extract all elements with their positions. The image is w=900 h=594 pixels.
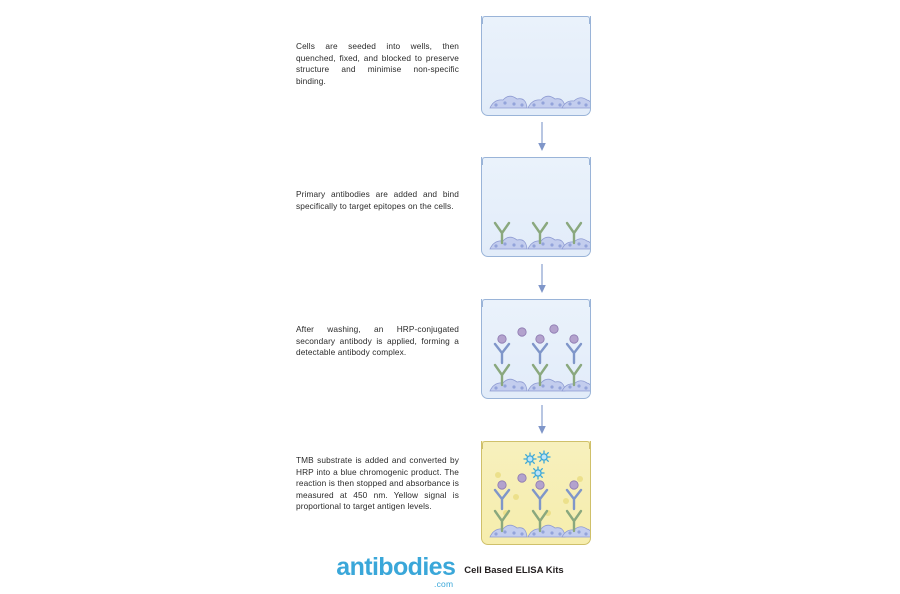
diagram-title: Cell Based ELISA Kits	[464, 565, 564, 576]
well-contents-primary-antibodies	[482, 157, 591, 257]
step-4-well	[481, 441, 591, 545]
logo-wordmark: antibodies	[336, 553, 456, 581]
step-1-well	[481, 16, 591, 116]
footer	[0, 553, 900, 589]
well-contents-tmb-reaction	[482, 441, 591, 545]
arrow-3-4	[536, 405, 548, 435]
step-3-well	[481, 299, 591, 399]
antibodies-logo[interactable]	[336, 553, 456, 589]
well-rim	[482, 299, 590, 307]
well-plate	[481, 157, 591, 257]
well-rim	[482, 16, 590, 24]
step-4-description: TMB substrate is added and converted by HRP into a blue chromogenic product. The reaction is then stopped and absorbance is measured at 450 nm. Yellow signal is proportional to target antigen levels.	[296, 455, 459, 512]
well-rim	[482, 157, 590, 165]
step-3-description: After washing, an HRP-conjugated secondary antibody is applied, forming a detectable antibody complex.	[296, 324, 459, 358]
step-2-well	[481, 157, 591, 257]
well-contents-secondary-antibodies	[482, 299, 591, 399]
arrow-2-3	[536, 264, 548, 294]
well-contents-cells	[482, 16, 591, 116]
step-2-description: Primary antibodies are added and bind specifically to target epitopes on the cells.	[296, 189, 459, 211]
well-plate	[481, 16, 591, 116]
arrow-1-2	[536, 122, 548, 152]
step-1-description: Cells are seeded into wells, then quenched, fixed, and blocked to preserve structure and minimise non-specific binding.	[296, 41, 459, 86]
logo-dotcom: .com	[434, 578, 454, 589]
well-plate	[481, 441, 591, 545]
well-plate	[481, 299, 591, 399]
well-rim	[482, 441, 590, 449]
